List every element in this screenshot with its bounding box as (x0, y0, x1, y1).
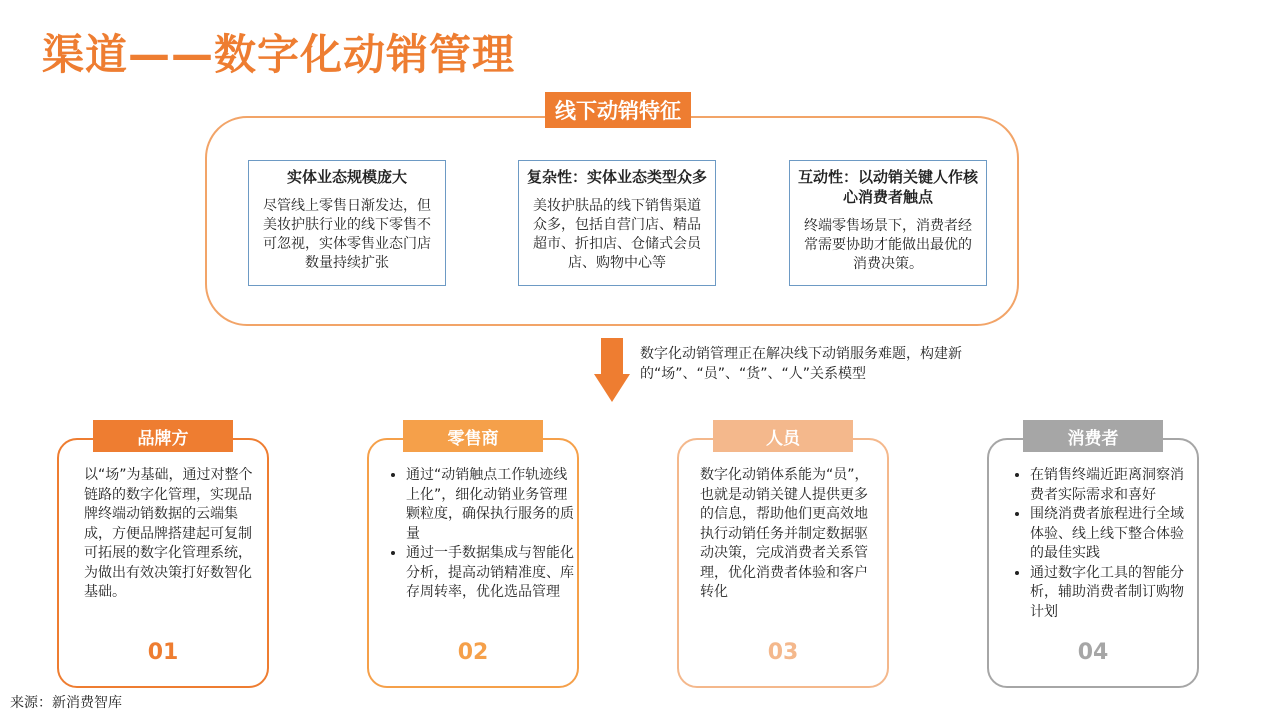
feature-body: 美妆护肤品的线下销售渠道众多，包括自营门店、精品超市、折扣店、仓储式会员店、购物中心等 (533, 198, 701, 271)
card-number: 03 (767, 640, 799, 665)
feature-body: 尽管线上零售日渐发达，但美妆护肤行业的线下零售不可忽视，实体零售业态门店数量持续扩张 (263, 198, 431, 271)
card-number: 04 (1077, 640, 1109, 665)
feature-title: 互动性：以动销关键人作核心消费者触点 (797, 168, 978, 206)
feature-box-interaction (789, 160, 987, 286)
list-item: • 在销售终端近距离洞察消费者实际需求和喜好 (1030, 466, 1196, 505)
card-number: 02 (457, 640, 489, 665)
down-arrow-icon (601, 338, 623, 376)
list-item: • 围绕消费者旅程进行全域体验、线上线下整合体验的最佳实践 (1030, 505, 1196, 564)
down-arrow-head-icon (594, 374, 630, 402)
list-item: • 通过数字化工具的智能分析，辅助消费者制订购物计划 (1030, 564, 1196, 623)
bullet-list (1000, 466, 1196, 622)
list-item: • 通过“动销触点工作轨迹线上化”，细化动销业务管理颗粒度，确保执行服务的质量 (406, 466, 576, 544)
source-note: 来源：新消费智库 (10, 695, 122, 711)
card-body-brand: 以“场”为基础，通过对整个链路的数字化管理，实现品牌终端动销数据的云端集成，方便品牌搭建起可复制可拓展的数字化管理系统，为做出有效决策打好数智化基础。 (84, 467, 253, 600)
feature-body: 终端零售场景下，消费者经常需要协助才能做出最优的消费决策。 (804, 218, 972, 272)
list-item: • 通过一手数据集成与智能化分析，提高动销精准度、库存周转率，优化选品管理 (406, 544, 576, 603)
offline-features-tag: 线下动销特征 (545, 92, 691, 128)
card-tag-retailer: 零售商 (403, 420, 543, 452)
feature-title: 复杂性：实体业态类型众多 (526, 168, 707, 186)
feature-box-scale (248, 160, 446, 286)
arrow-note: 数字化动销管理正在解决线下动销服务难题，构建新的“场”、“员”、“货”、“人”关系模型 (640, 346, 962, 382)
page-title: 渠道——数字化动销管理 (42, 30, 516, 79)
card-body-consumer (1000, 466, 1196, 622)
bullet-list (376, 466, 576, 603)
card-body-retailer (376, 466, 576, 603)
card-body-staff: 数字化动销体系能为“员”，也就是动销关键人提供更多的信息，帮助他们更高效地执行动销任务并制定数据驱动决策，完成消费者关系管理，优化消费者体验和客户转化 (700, 467, 869, 600)
card-tag-brand: 品牌方 (93, 420, 233, 452)
card-tag-consumer: 消费者 (1023, 420, 1163, 452)
feature-box-complexity (518, 160, 716, 286)
feature-title: 实体业态规模庞大 (286, 168, 407, 186)
card-number: 01 (147, 640, 179, 665)
card-tag-staff: 人员 (713, 420, 853, 452)
